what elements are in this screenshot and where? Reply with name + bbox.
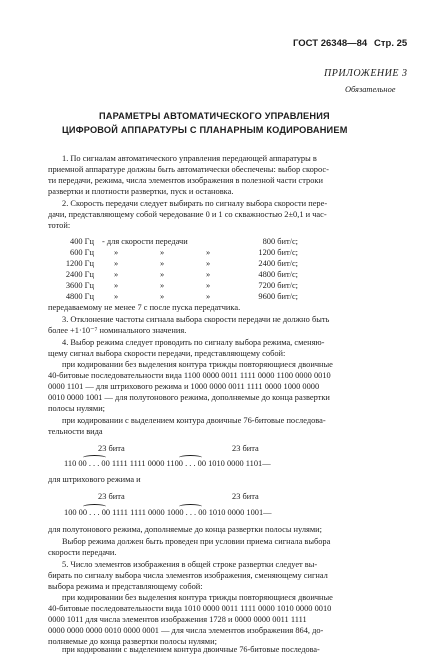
bit-sequence-strip	[64, 458, 271, 469]
body-line: 5. Число элементов изображения в общей строке развертки следует вы-	[62, 560, 318, 569]
body-line: скорости передачи.	[48, 548, 117, 557]
bit-sequence: 100 0	[64, 508, 83, 517]
body-line: 3. Отклонение частоты сигнала выбора скорости передачи не должно быть	[62, 315, 330, 324]
ditto-mark: »	[206, 292, 211, 301]
overbrace-icon	[83, 455, 106, 460]
freq-cell: 3600 Гц	[65, 281, 94, 290]
ditto-mark: »	[206, 259, 211, 268]
ditto-mark: »	[160, 281, 165, 290]
speed-row	[64, 258, 298, 269]
overbrace-icon	[179, 504, 202, 509]
bit-count-label: 23 бита	[98, 444, 125, 453]
freq-cell: 600 Гц	[70, 248, 94, 257]
body-line: бирать по сигналу выбора числа элементов изображения, сменяющему сигнал	[48, 571, 328, 580]
ditto-mark: »	[160, 259, 165, 268]
speed-row	[64, 269, 298, 280]
rate-cell: 2400 бит/с;	[258, 259, 298, 268]
body-line: приемной аппаратуре должны быть автоматически обеспечены: выбор скорос-	[48, 165, 329, 174]
body-line: 1. По сигналам автоматического управления передающей аппаратуры в	[62, 154, 317, 163]
bit-sequence: 0 1111 1111 0000 110	[105, 459, 179, 468]
body-line: более +1·10⁻⁷ номинального значения.	[48, 326, 187, 335]
rate-cell: 1200 бит/с;	[258, 248, 298, 257]
body-line: при кодировании с выделением контура двоичные 76-битовые последова-	[62, 416, 326, 425]
bit-run: 0 . . . 0	[179, 508, 203, 517]
speed-row	[64, 236, 298, 247]
rate-cell: 7200 бит/с;	[258, 281, 298, 290]
bit-sequence: 0 1111 1111 0000 100	[105, 508, 180, 517]
speed-table	[64, 236, 298, 302]
overbrace-icon	[83, 504, 106, 509]
bit-run-brace	[83, 458, 106, 469]
freq-cell: 4800 Гц	[65, 292, 94, 301]
speed-row	[64, 247, 298, 258]
body-line: щему сигнал выбора скорости передачи, представляющему собой:	[48, 349, 286, 358]
bit-count-label: 23 бита	[232, 444, 259, 453]
doc-title-line2: ЦИФРОВОЙ АППАРАТУРЫ С ПЛАНАРНЫМ КОДИРОВАНИЕМ	[62, 125, 348, 135]
body-line: полосы нулями;	[48, 404, 106, 413]
ditto-mark: »	[114, 259, 119, 268]
bit-run: 0 . . . 0	[178, 459, 202, 468]
rate-cell: 4800 бит/с;	[258, 270, 298, 279]
bit-count-label: 23 бита	[232, 492, 259, 501]
ditto-mark: »	[114, 270, 119, 279]
rate-cell: 800 бит/с;	[262, 237, 298, 246]
body-line: Выбор режима должен быть проведен при условии приема сигнала выбора	[62, 537, 331, 546]
desc-cell: - для скорости передачи	[102, 237, 188, 246]
speed-row	[64, 280, 298, 291]
ditto-mark: »	[160, 270, 165, 279]
bit-run: 0 . . . 0	[82, 508, 106, 517]
bit-run-brace	[179, 458, 202, 469]
ditto-mark: »	[114, 292, 119, 301]
appendix-status: Обязательное	[345, 85, 396, 94]
bit-sequence-strip	[64, 507, 272, 518]
body-line: 2. Скорость передачи следует выбирать по сигналу выбора скорости пере-	[62, 199, 328, 208]
appendix-title: ПРИЛОЖЕНИЕ 3	[324, 68, 408, 79]
bit-run-brace	[179, 507, 202, 518]
ditto-mark: »	[114, 281, 119, 290]
freq-cell: 1200 Гц	[65, 259, 94, 268]
rate-cell: 9600 бит/с;	[258, 292, 298, 301]
bit-sequence: 0 1010 0000 1001—	[202, 508, 272, 517]
ditto-mark: »	[160, 248, 165, 257]
body-line: полняемые до конца развертки полосы нулями;	[48, 637, 217, 646]
body-line: тотой:	[48, 221, 71, 230]
bit-count-label: 23 бита	[98, 492, 125, 501]
body-line: передаваемому не менее 7 с после пуска передатчика.	[48, 303, 241, 312]
body-line: при кодировании без выделения контура трижды повторяющиеся двоичные	[62, 593, 333, 602]
ditto-mark: »	[160, 292, 165, 301]
bit-sequence: 110 0	[64, 459, 83, 468]
body-line: дачи, представляющему собой чередование 0 и 1 со скважностью 2±0,1 и час-	[48, 210, 327, 219]
body-line: 0000 0000 0000 0010 0000 0001 — для числа элементов изображения 864, до-	[48, 626, 324, 635]
body-line: 0000 1011 для числа элементов изображения 1728 и 0000 0000 0011 1111	[48, 615, 307, 624]
body-line: для штрихового режима и	[48, 475, 141, 484]
bit-run: 0 . . . 0	[82, 459, 106, 468]
body-line: ти передачи, режима, числа элементов изображения в полезной части строки	[48, 176, 323, 185]
body-line: 0010 0000 1001 — для полутонового режима, дополняемые до конца развертки	[48, 393, 330, 402]
bit-sequence: 0 1010 0000 1101—	[201, 459, 271, 468]
body-line: 40-битовые последовательности вида 1010 0000 0011 1111 0000 1010 0000 0010	[48, 604, 332, 613]
ditto-mark: »	[206, 270, 211, 279]
freq-cell: 400 Гц	[70, 237, 94, 246]
body-line: 4. Выбор режима следует проводить по сигналу выбора режима, сменяю-	[62, 338, 325, 347]
ditto-mark: »	[114, 248, 119, 257]
doc-title-line1: ПАРАМЕТРЫ АВТОМАТИЧЕСКОГО УПРАВЛЕНИЯ	[99, 111, 330, 121]
body-line: при кодировании с выделением контура двоичные 76-битовые последова-	[62, 645, 320, 654]
body-line: для полутонового режима, дополняемые до конца развертки полосы нулями;	[48, 525, 322, 534]
body-line: при кодировании без выделения контура трижды повторяющиеся двоичные	[62, 360, 333, 369]
overbrace-icon	[179, 455, 202, 460]
speed-row	[64, 291, 298, 302]
gost-number: ГОСТ 26348—84	[293, 38, 368, 49]
body-line: развертки и плотности развертки, пуск и остановка.	[48, 187, 234, 196]
body-line: выбора режима и представляющему собой:	[48, 582, 203, 591]
bit-run-brace	[83, 507, 106, 518]
freq-cell: 2400 Гц	[65, 270, 94, 279]
body-line: тельности вида	[48, 427, 103, 436]
ditto-mark: »	[206, 248, 211, 257]
ditto-mark: »	[206, 281, 211, 290]
body-line: 0000 1101 — для штрихового режима и 1000 0000 0011 1111 0000 1000 0000	[48, 382, 320, 391]
body-line: 40-битовые последовательности вида 1100 0000 0011 1111 0000 1100 0000 0010	[48, 371, 331, 380]
page-number: Стр. 25	[374, 38, 408, 49]
